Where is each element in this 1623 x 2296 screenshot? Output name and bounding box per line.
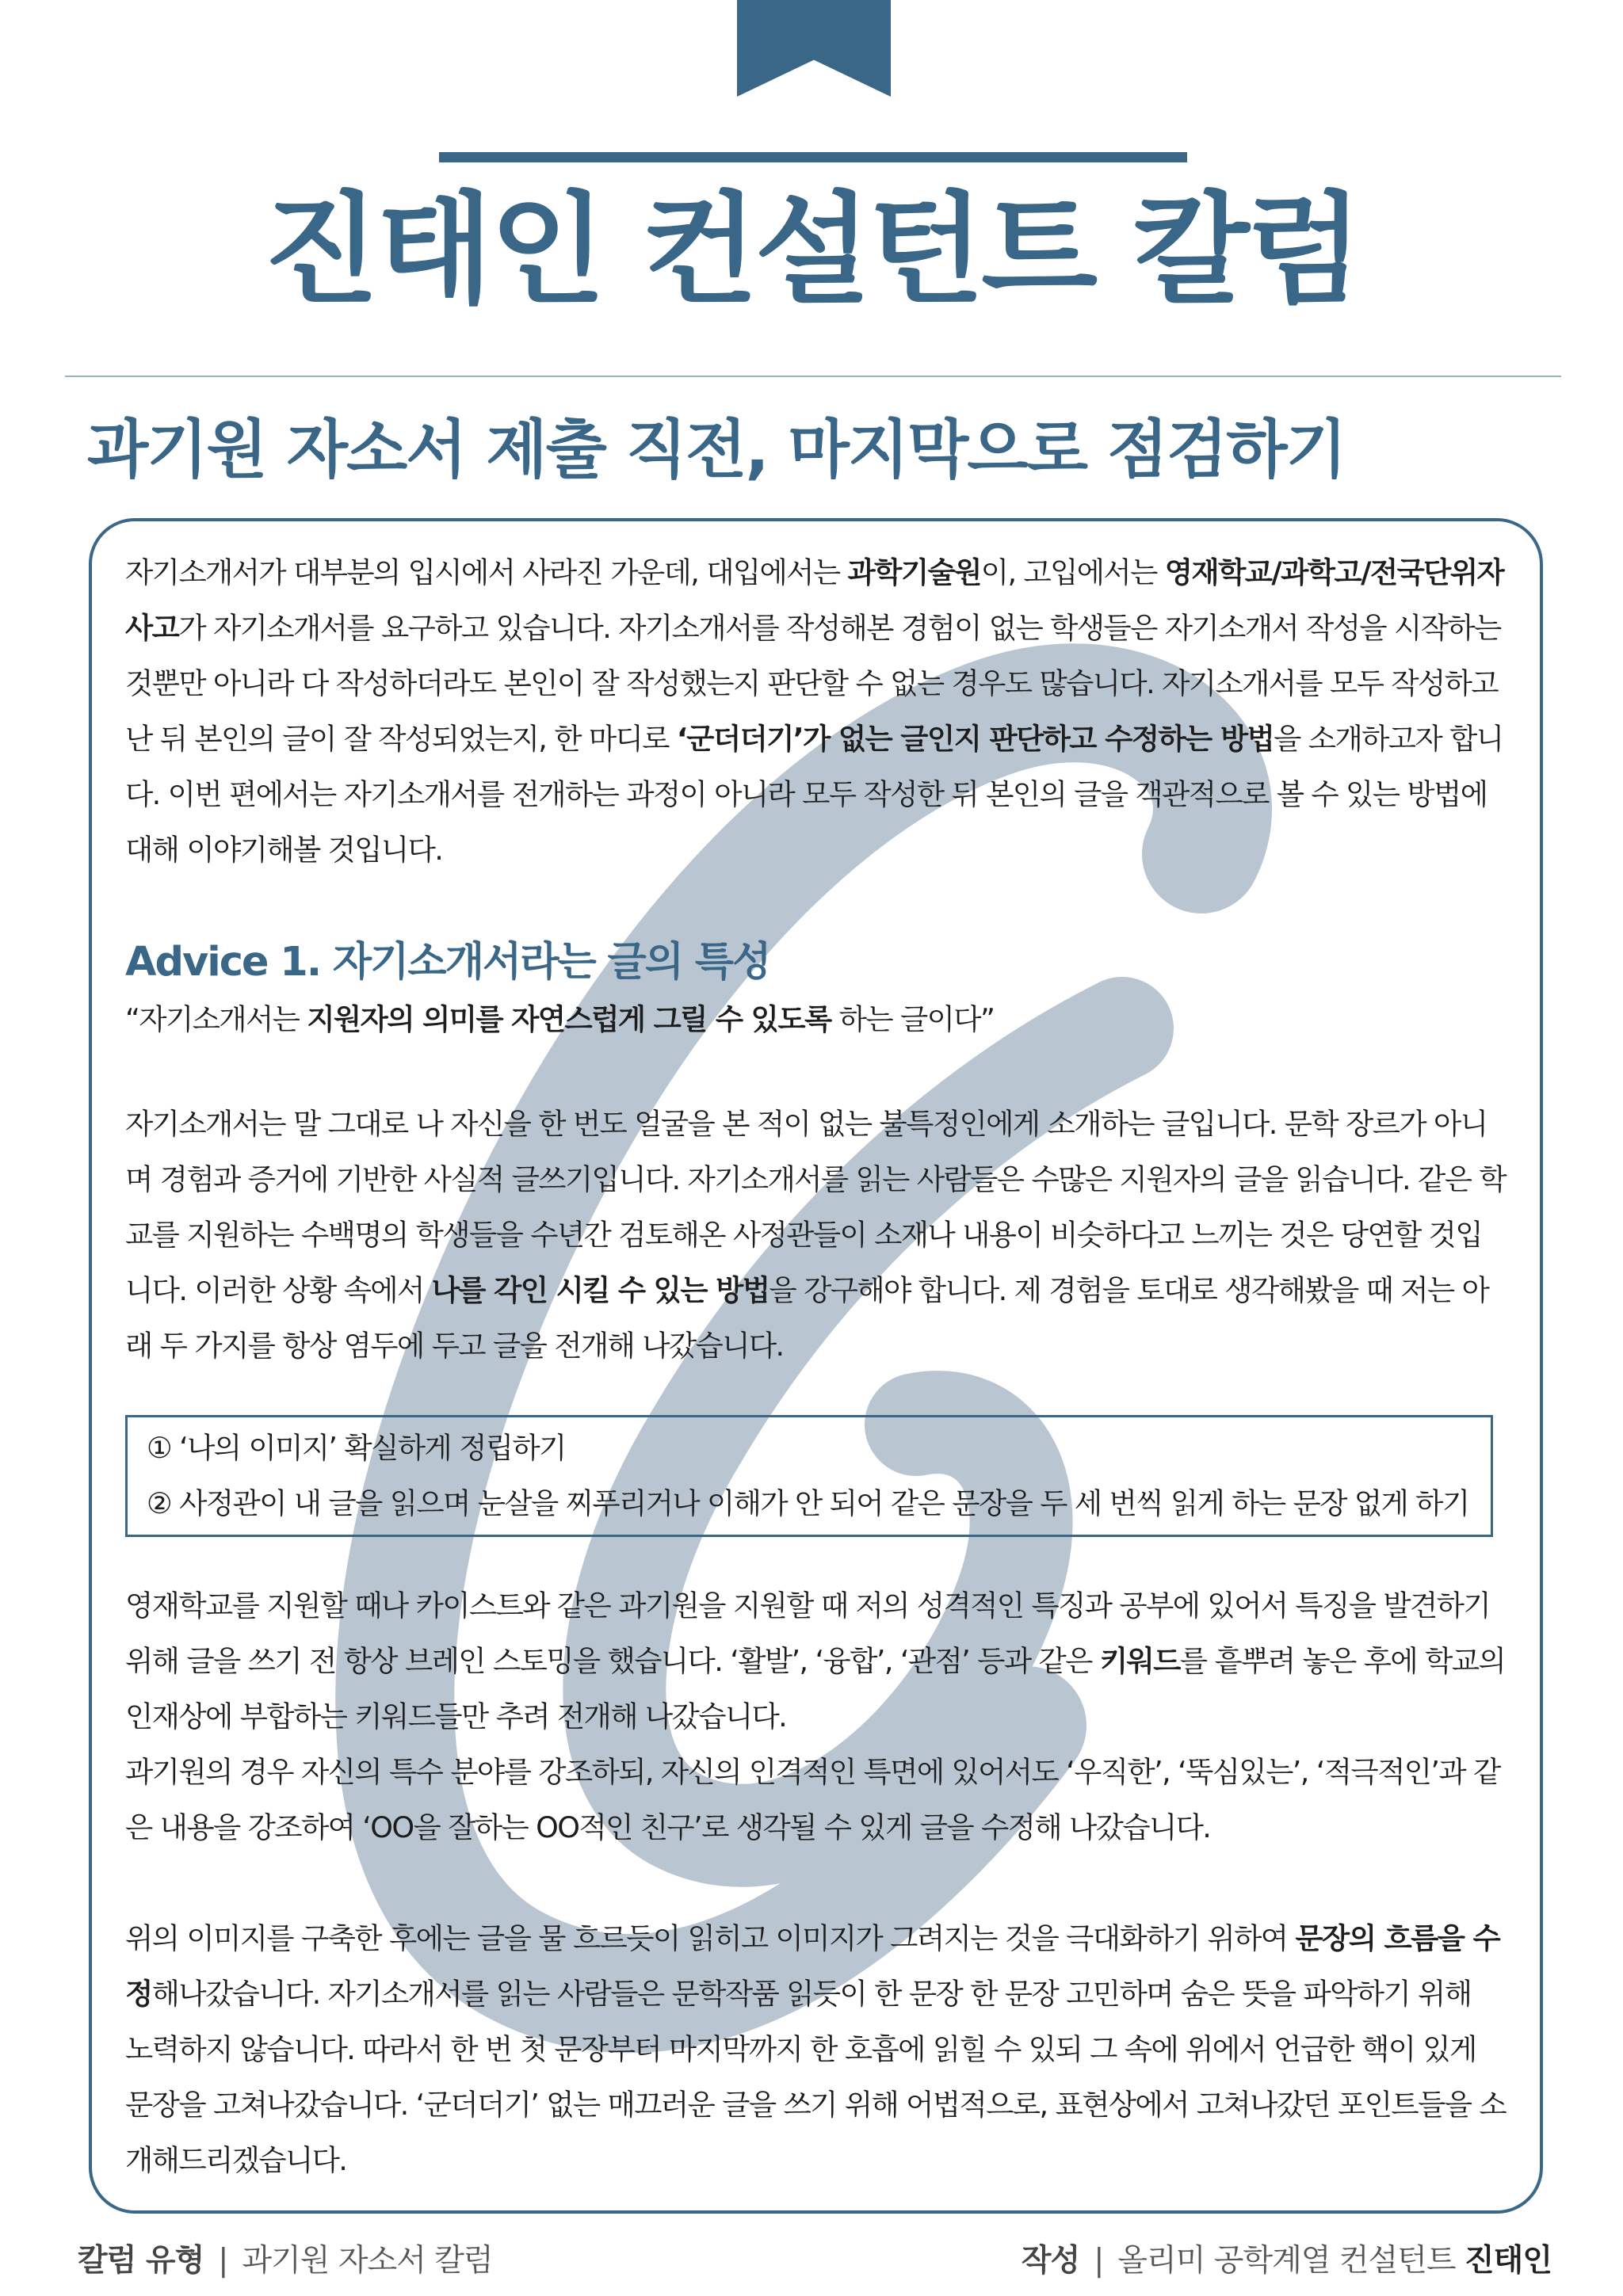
author-footer [1022,2242,1552,2280]
bookmark-ribbon-icon [737,0,891,97]
body-paragraph: 영재학교를 지원할 때나 카이스트와 같은 과기원을 지원할 때 저의 성격적인 특징과 공부에 있어서 특징을 발견하기 위해 글을 쓰기 전 항상 브레인 스토밍을 했습니다. ‘활발’, ‘융합’, ‘관점’ 등과 같은 키워드를 흩뿌려 놓은 후에 학교의 인재상에 부합하는 키워드들만 추려 전개해 나갔습니다. [125,1589,1506,1733]
advice-quote: “자기소개서는 지원자의 의미를 자연스럽게 그릴 수 있도록 하는 글이다” [125,1002,995,1036]
title-accent-bar [439,152,1187,162]
header-divider [65,376,1561,377]
column-type-value: 과기원 자소서 칼럼 [242,2243,493,2279]
key-point-item: ① ‘나의 이미지’ 확실하게 정립하기 [147,1431,566,1465]
column-type-label: 칼럼 유형 [78,2243,204,2279]
author-label: 작성 [1021,2243,1080,2279]
article-body [125,545,1506,2188]
intro-paragraph: 자기소개서가 대부분의 입시에서 사라진 가운데, 대입에서는 과학기술원이, 고입에서는 영재학교/과학고/전국단위자사고가 자기소개서를 요구하고 있습니다. 자기소개서를 작성해본 경험이 없는 학생들은 자기소개서 작성을 시작하는 것뿐만 아니라 다 작성하더라도 본인이 잘 작성했는지 판단할 수 없는 경우도 많습니다. 자기소개서를 모두 작성하고 난 뒤 본인의 글이 잘 작성되었는지, 한 마디로 ‘군더더기’가 없는 글인지 판단하고 수정하는 방법을 소개하고자 합니다. 이번 편에서는 자기소개서를 전개하는 과정이 아니라 모두 작성한 뒤 본인의 글을 객관적으로 볼 수 있는 방법에 대해 이야기해볼 것입니다. [125,555,1504,867]
body-paragraph: 과기원의 경우 자신의 특수 분야를 강조하되, 자신의 인격적인 특면에 있어서도 ‘우직한’, ‘뚝심있는’, ‘적극적인’과 같은 내용을 강조하여 ‘OO을 잘하는 OO적인 친구’로 생각될 수 있게 글을 수정해 나갔습니다. [125,1755,1500,1844]
article-title: 과기원 자소서 제출 직전, 마지막으로 점검하기 [87,413,1346,486]
key-points-box [125,1415,1493,1537]
author-name: 진태인 [1464,2243,1552,2279]
author-description: 올리미 공학계열 컨설턴트 [1117,2243,1456,2279]
page-title: 진태인 컨설턴트 칼럼 [263,180,1360,320]
article-card [89,518,1543,2214]
body-paragraph: 자기소개서는 말 그대로 나 자신을 한 번도 얼굴을 본 적이 없는 불특정인에게 소개하는 글입니다. 문학 장르가 아니며 경험과 증거에 기반한 사실적 글쓰기입니다. 자기소개서를 읽는 사람들은 수많은 지원자의 글을 읽습니다. 같은 학교를 지원하는 수백명의 학생들을 수년간 검토해온 사정관들이 소재나 내용이 비슷하다고 느끼는 것은 당연할 것입니다. 이러한 상황 속에서 나를 각인 시킬 수 있는 방법을 강구해야 합니다. 제 경험을 토대로 생각해봤을 때 저는 아래 두 가지를 항상 염두에 두고 글을 전개해 나갔습니다. [125,1107,1507,1363]
advice-heading: Advice 1. 자기소개서라는 글의 특성 [125,939,770,986]
column-type-footer [78,2242,493,2280]
body-paragraph: 위의 이미지를 구축한 후에는 글을 물 흐르듯이 읽히고 이미지가 그려지는 것을 극대화하기 위하여 문장의 흐름을 수정해나갔습니다. 자기소개서를 읽는 사람들은 문학작품 읽듯이 한 문장 한 문장 고민하며 숨은 뜻을 파악하기 위해 노력하지 않습니다. 따라서 한 번 첫 문장부터 마지막까지 한 호흡에 읽힐 수 있되 그 속에 위에서 언급한 핵이 있게 문장을 고쳐나갔습니다. ‘군더더기’ 없는 매끄러운 글을 쓰기 위해 어법적으로, 표현상에서 고쳐나갔던 포인트들을 소개해드리겠습니다. [125,1921,1507,2177]
key-point-item: ② 사정관이 내 글을 읽으며 눈살을 찌푸리거나 이해가 안 되어 같은 문장을 두 세 번씩 읽게 하는 문장 없게 하기 [147,1486,1469,1520]
footer-separator: | [218,2243,228,2279]
footer-separator: | [1094,2243,1104,2279]
